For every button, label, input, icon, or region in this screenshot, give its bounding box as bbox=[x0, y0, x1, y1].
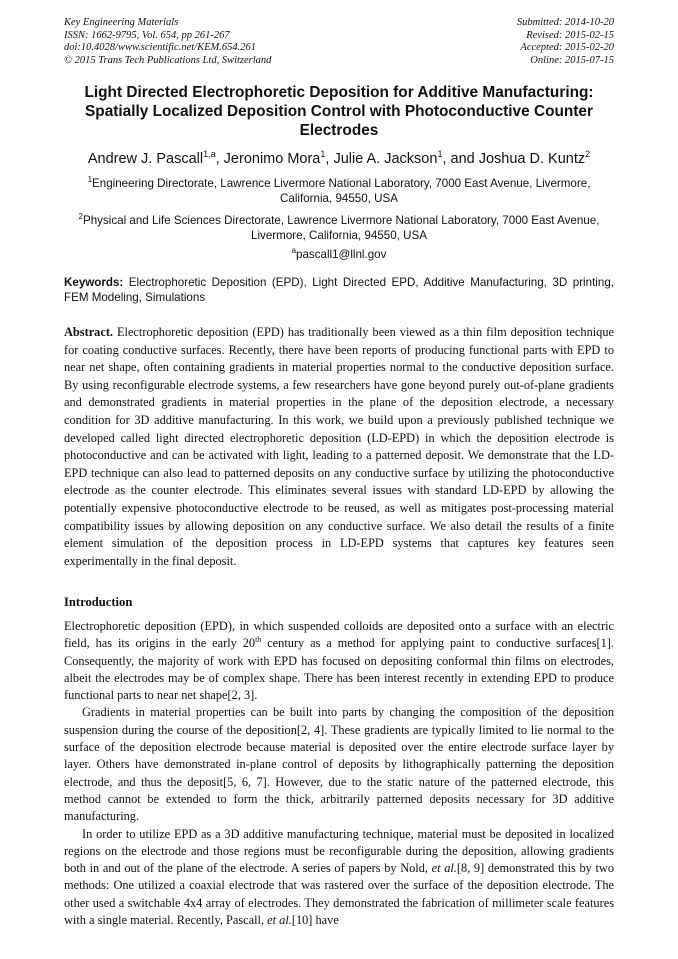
paragraph bbox=[64, 618, 614, 704]
affiliation-text: Physical and Life Sciences Directorate, Lawrence Livermore National Laboratory, 7000 East Avenue, Livermore, California, 94550, USA bbox=[83, 214, 600, 242]
journal-name: Key Engineering Materials bbox=[64, 17, 179, 28]
author-affiliation-mark: 1 bbox=[437, 149, 443, 159]
abstract bbox=[64, 324, 614, 570]
abstract-text: Electrophoretic deposition (EPD) has traditionally been viewed as a thin film deposition technique for coating conductive surfaces. Recently, there have been reports of producing functional parts with EPD to near net shape, often containing gradients in material properties normal to the conductive deposition surface. By using reconfigurable electrode systems, a few researchers have gone beyond purely out-of-plane gradients and demonstrated gradients in material properties in the plane of the deposition electrode, a necessary condition for 3D additive manufacturing. In this work, we build upon a previously published technique we developed called light directed electrophoretic deposition (LD-EPD) in which the deposition electrode is photoconductive and can be activated with light, leading to a patterned deposit. We demonstrate that the LD-EPD technique can also lead to patterned deposits on any conductive surface by utilizing the photoconductive electrode as the counter electrode. This eliminates several issues with standard LD-EPD by allowing the potentially expensive photoconductive electrode to be reused, as well as mitigates post-processing material compatibility issues by allowing deposition on any conductive surface. We also detail the results of a finite element simulation of the deposition process in LD-EPD systems that captures key features seen experimentally in the final deposit. bbox=[64, 325, 615, 568]
et-al: et al. bbox=[431, 861, 457, 876]
author-name: Andrew J. Pascall bbox=[87, 151, 204, 167]
keywords-label: Keywords: bbox=[64, 276, 124, 289]
author-name: Joshua D. Kuntz bbox=[478, 151, 586, 167]
author-separator: , and bbox=[442, 151, 479, 167]
paragraph: Gradients in material properties can be built into parts by changing the composition of the deposition suspension during the course of the deposition[2, 4]. These gradients are typically limited to lie normal to the surface of the deposition electrode because material is deposited over the entire electrode surface layer by layer. Others have demonstrated in-plane control of deposits by lithographically patterning the deposition electrode, and thus the deposit[5, 6, 7]. However, due to the static nature of the patterned electrode, this method cannot be extended to form the thick, arbitrarily patterned deposits necessary for 3D additive manufacturing. bbox=[64, 705, 614, 824]
affiliation-mark: 1 bbox=[87, 175, 93, 184]
author-affiliation-mark: 2 bbox=[585, 149, 591, 159]
paragraph-text: [10] have bbox=[291, 913, 339, 928]
email-address[interactable]: pascall1@llnl.gov bbox=[296, 248, 387, 261]
section-heading-introduction: Introduction bbox=[64, 595, 133, 609]
doi-line: doi:10.4028/www.scientific.net/KEM.654.261 bbox=[64, 42, 256, 54]
author-separator: , bbox=[215, 151, 224, 167]
affiliation-mark: 2 bbox=[78, 212, 83, 221]
paragraph-text: Electrophoretic deposition (EPD), in which suspended colloids are deposited onto a surface with an electric field, has its origins in the early 20 bbox=[64, 619, 614, 651]
abstract-label: Abstract. bbox=[64, 325, 114, 339]
paragraph-text: century as a method for applying paint to conductive surfaces[1]. Consequently, the majority of work with EPD has focused on depositing conformal thin films on electrodes, albeit the electrodes may be of complex shape. There has been interest recently in extending EPD to produce functional parts to near net shape[2, 3]. bbox=[64, 636, 614, 703]
keywords bbox=[64, 275, 614, 306]
author-affiliation-mark: 1,a bbox=[203, 149, 216, 159]
author-separator: , bbox=[325, 151, 334, 167]
copyright-line: © 2015 Trans Tech Publications Ltd, Switzerland bbox=[64, 54, 272, 66]
paper-title: Light Directed Electrophoretic Deposition for Additive Manufacturing: Spatially Localized Deposition Control with Photoconductive Counter Electrodes bbox=[84, 84, 594, 139]
affiliation-1 bbox=[70, 176, 608, 206]
issn-line: ISSN: 1662-9795, Vol. 654, pp 261-267 bbox=[64, 29, 230, 41]
author-name: Jeronimo Mora bbox=[223, 151, 321, 167]
publication-dates bbox=[517, 17, 614, 67]
paragraph bbox=[64, 826, 614, 930]
contact-email bbox=[70, 247, 608, 262]
introduction-body bbox=[64, 618, 614, 929]
paragraph-text: [8, 9] demonstrated this by two methods: One utilized a coaxial electrode that was rastered over the surface of the deposition electrode. The other used a switchable 4x4 array of electrodes. They demonstrated the fabrication of millimeter scale features with a single material. Recently, Pascall, bbox=[64, 861, 614, 928]
online-date: Online: 2015-07-15 bbox=[530, 54, 614, 66]
keywords-text: Electrophoretic Deposition (EPD), Light Directed EPD, Additive Manufacturing, 3D printing, FEM Modeling, Simulations bbox=[64, 276, 614, 305]
affiliation-text: Engineering Directorate, Lawrence Livermore National Laboratory, 7000 East Avenue, Livermore, California, 94550, USA bbox=[92, 177, 591, 205]
email-mark: a bbox=[291, 246, 297, 255]
author-list bbox=[40, 150, 638, 168]
journal-info bbox=[64, 17, 271, 67]
revised-date: Revised: 2015-02-15 bbox=[526, 29, 614, 41]
author-name: Julie A. Jackson bbox=[333, 151, 438, 167]
submitted-date: Submitted: 2014-10-20 bbox=[516, 17, 614, 28]
paragraph-text: In order to utilize EPD as a 3D additive manufacturing technique, material must be deposited in localized regions on the electrode and those regions must be reconfigurable during the deposition, allowing gradients both in and out of the plane of the electrode. A series of papers by Nold, bbox=[64, 826, 614, 876]
author-affiliation-mark: 1 bbox=[320, 149, 326, 159]
et-al: et al. bbox=[267, 913, 292, 928]
accepted-date: Accepted: 2015-02-20 bbox=[520, 42, 614, 54]
affiliation-2 bbox=[70, 213, 608, 243]
ordinal-suffix: th bbox=[255, 635, 262, 645]
